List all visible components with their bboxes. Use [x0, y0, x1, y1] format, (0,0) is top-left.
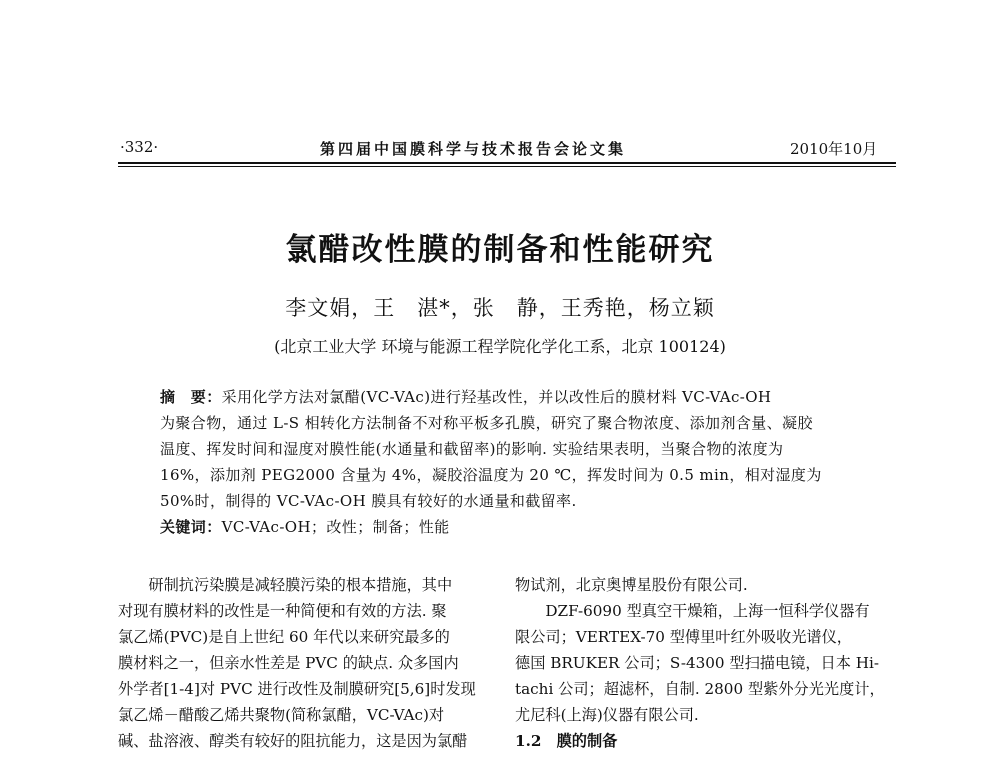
- body-line: 限公司；VERTEX-70 型傅里叶红外吸收光谱仪，: [515, 628, 852, 646]
- body-line: 德国 BRUKER 公司；S-4300 型扫描电镜，日本 Hi-: [515, 654, 879, 672]
- body-line: DZF-6090 型真空干燥箱，上海一恒科学仪器有: [515, 602, 870, 620]
- affiliation: (北京工业大学 环境与能源工程学院化学化工系，北京 100124): [274, 337, 726, 356]
- body-line: 碱、盐溶液、醇类有较好的阻抗能力，这是因为氯醋: [118, 732, 468, 750]
- abstract-line: 16%，添加剂 PEG2000 含量为 4%，凝胶浴温度为 20 ℃，挥发时间为 0.5 min，相对湿度为: [160, 466, 822, 484]
- publication-date: 2010年10月: [790, 140, 878, 158]
- body-line: 外学者[1-4]对 PVC 进行改性及制膜研究[5,6]时发现: [118, 680, 476, 698]
- header-rule-thick: [118, 162, 896, 164]
- abstract-line: 温度、挥发时间和湿度对膜性能(水通量和截留率)的影响. 实验结果表明，当聚合物的浓度为: [160, 440, 784, 458]
- keywords-label: 关键词：: [160, 518, 222, 536]
- body-line: 对现有膜材料的改性是一种简便和有效的方法. 聚: [118, 602, 447, 620]
- page-number: ·332·: [120, 138, 159, 156]
- body-line: 膜材料之一，但亲水性差是 PVC 的缺点. 众多国内: [118, 654, 459, 672]
- body-line: 物试剂，北京奥博星股份有限公司.: [515, 576, 748, 594]
- author-list: 李文娟，王 湛*，张 静，王秀艳，杨立颖: [285, 296, 715, 320]
- paper-title: 氯醋改性膜的制备和性能研究: [285, 232, 715, 268]
- body-line: 研制抗污染膜是减轻膜污染的根本措施，其中: [118, 576, 453, 594]
- abstract-text: 采用化学方法对氯醋(VC-VAc)进行羟基改性，并以改性后的膜材料 VC-VAc-OH: [221, 388, 772, 406]
- keywords: [160, 516, 450, 537]
- body-line: tachi 公司；超滤杯，自制. 2800 型紫外分光光度计，: [515, 680, 885, 698]
- abstract-line: [160, 386, 771, 407]
- body-line: 氯乙烯－醋酸乙烯共聚物(简称氯醋，VC-VAc)对: [118, 706, 445, 724]
- body-line: 尤尼科(上海)仪器有限公司.: [515, 706, 699, 724]
- keywords-text: VC-VAc-OH；改性；制备；性能: [221, 518, 450, 536]
- abstract-label: 摘 要：: [160, 388, 222, 406]
- body-line: 氯乙烯(PVC)是自上世纪 60 年代以来研究最多的: [118, 628, 450, 646]
- proceedings-title: 第四届中国膜科学与技术报告会论文集: [320, 140, 627, 158]
- abstract-line: 为聚合物，通过 L-S 相转化方法制备不对称平板多孔膜，研究了聚合物浓度、添加剂含量、凝胶: [160, 414, 813, 432]
- abstract-line: 50%时，制得的 VC-VAc-OH 膜具有较好的水通量和截留率.: [160, 492, 577, 510]
- header-rule-thin: [118, 166, 896, 167]
- section-heading: 1.2 膜的制备: [515, 732, 618, 750]
